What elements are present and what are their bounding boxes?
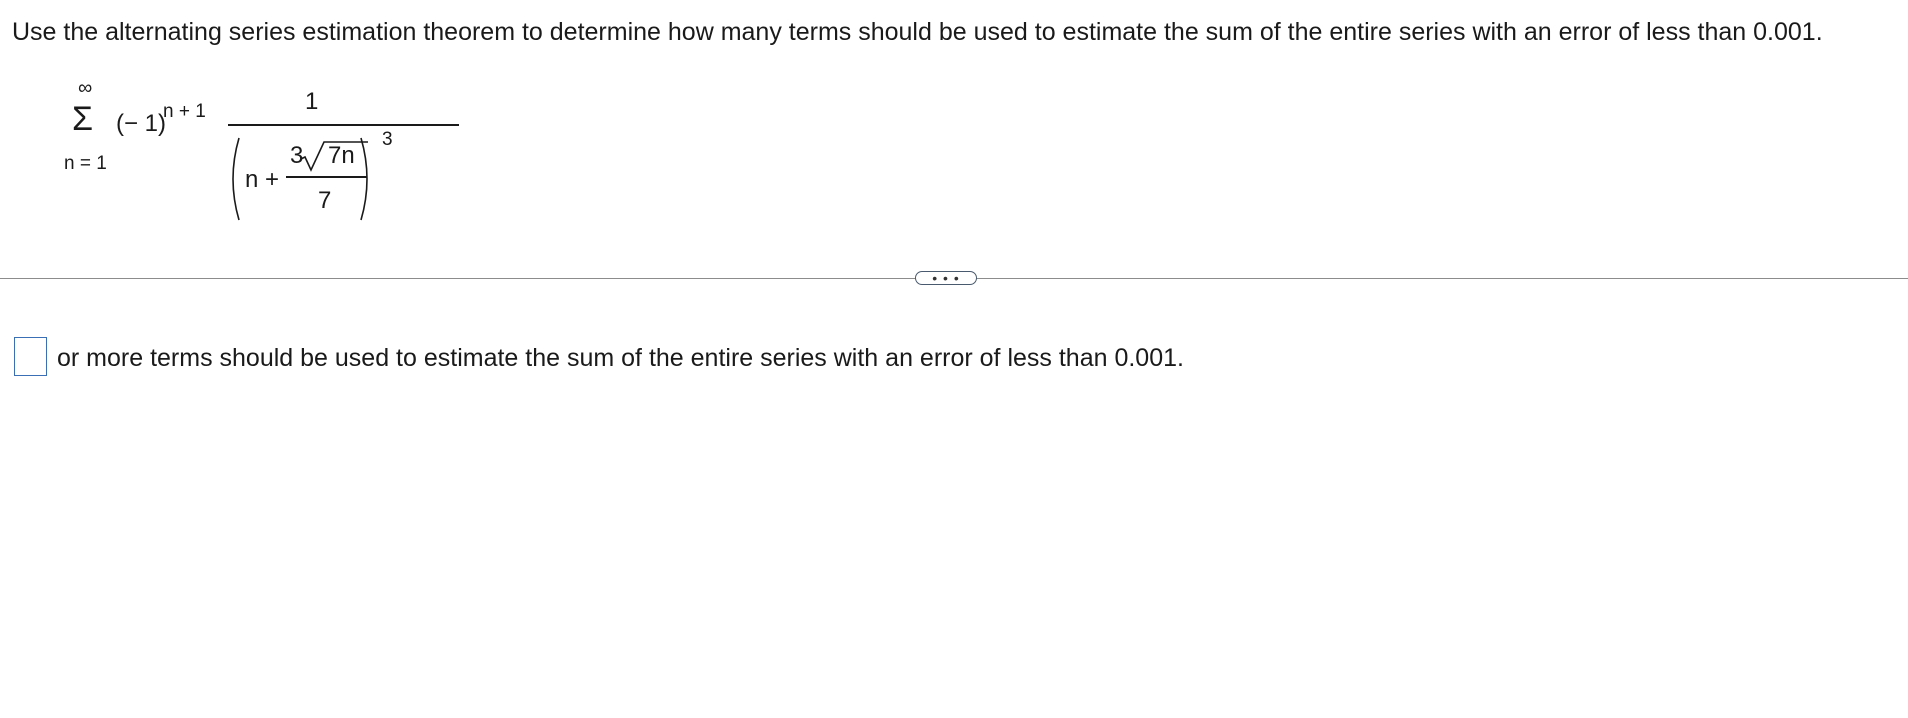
inner-denominator: 7 xyxy=(318,187,332,214)
sum-lower-limit: n = 1 xyxy=(64,153,107,174)
answer-input[interactable] xyxy=(14,337,47,376)
right-paren-icon xyxy=(358,136,374,222)
radical-coefficient: 3 xyxy=(290,142,304,169)
question-text: Use the alternating series estimation theorem to determine how many terms should be used to estimate the sum of the entire series with an error of less than 0.001. xyxy=(12,18,1823,46)
sum-upper-limit: ∞ xyxy=(78,77,93,99)
inner-fraction-bar xyxy=(286,176,367,178)
fraction-bar xyxy=(228,124,459,126)
series-formula xyxy=(60,72,420,232)
fraction-numerator: 1 xyxy=(305,88,319,115)
radicand: 7n xyxy=(328,142,355,169)
denominator-term: n + xyxy=(245,166,280,193)
answer-sentence: or more terms should be used to estimate the sum of the entire series with an error of less than 0.001. xyxy=(57,344,1184,372)
more-button[interactable]: • • • xyxy=(915,271,977,285)
sign-exponent: n + 1 xyxy=(163,101,206,122)
sign-factor: (− 1) xyxy=(116,110,167,137)
outer-exponent: 3 xyxy=(382,129,393,150)
sigma-symbol: Σ xyxy=(72,100,94,138)
left-paren-icon xyxy=(226,136,242,222)
